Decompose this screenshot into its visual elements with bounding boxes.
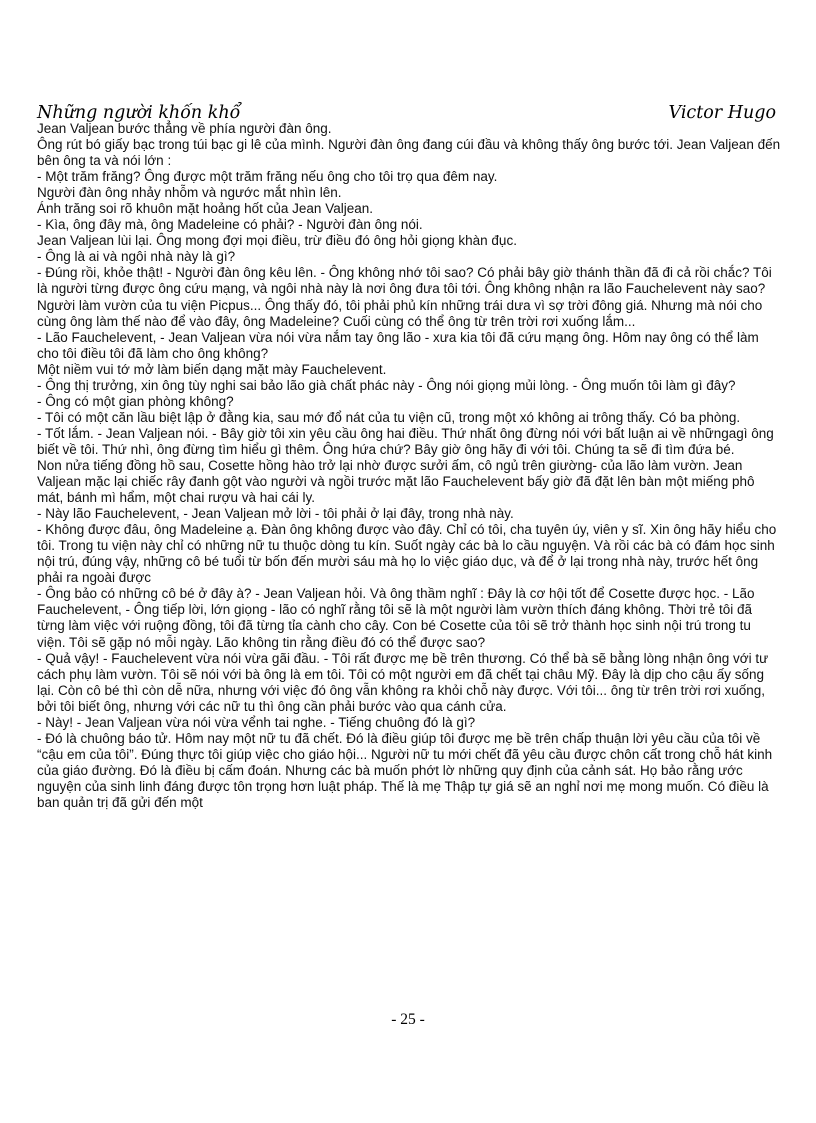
paragraph: Một niềm vui tớ mở làm biến dạng mặt mày Fauchelevent. — [37, 361, 387, 377]
paragraph: - Ông là ai và ngôi nhà này là gì? — [37, 249, 236, 265]
paragraph: - Không được đâu, ông Madeleine ạ. Đàn ông không được vào đây. Chỉ có tôi, cha tuyên úy, viên y sĩ. Xin ông hãy hiểu cho tôi. Trong tu viện này chỉ có những nữ tu thuộc dòng tu kín. Suốt ngày các bà lo cầu nguyện. Và rồi các bà có đám học sinh nội trú, đúng vậy, những cô bé tuổi từ bốn đến mười sáu mà họ lo việc giáo dục, và để ở lại trong nhà này, trước hết ông phải ra ngoài được — [37, 522, 777, 586]
paragraph: - Ông thị trưởng, xin ông tùy nghi sai bảo lão già chất phác này - Ông nói giọng mủi lòng. - Ông muốn tôi làm gì đây? — [37, 377, 736, 393]
paragraph: - Này! - Jean Valjean vừa nói vừa vểnh tai nghe. - Tiếng chuông đó là gì? — [37, 714, 476, 730]
book-title: Những người khốn khổ — [37, 103, 241, 123]
paragraph: - Tôi có một căn lầu biệt lập ở đằng kia, sau mớ đổ nát của tu viện cũ, trong một xó không ai trông thấy. Có ba phòng. — [37, 409, 741, 425]
paragraph: - Đúng rồi, khỏe thật! - Người đàn ông kêu lên. - Ông không nhớ tôi sao? Có phải bây giờ thánh thần đã đi cả rồi chắc? Tôi là người từng được ông cứu mạng, và ngôi nhà này là nơi ông đưa tôi tới. Ông không nhận ra lão Fauchelevent này sao? Người làm vườn của tu viện Picpus... Ông thấy đó, tôi phải phủ kín những trái dưa vì sợ trời đông giá. Nhưng mà nói cho cùng ông làm thế nào để vào đây, ông Madeleine? Cuối cùng có thể ông từ trên trời rơi xuống lắm... — [37, 265, 772, 329]
paragraph: - Quả vậy! - Fauchelevent vừa nói vừa gãi đầu. - Tôi rất được mẹ bề trên thương. Có thể bà sẽ bằng lòng nhận ông với tư cách phụ làm vườn. Tôi sẽ nói với bà ông là em tôi. Tôi có một người em đã chết tại châu Mỹ. Đây là dịp cho cậu ấy sống lại. Còn cô bé thì còn dễ nữa, nhưng với việc đó ông vẫn không ra khỏi chỗ này được. Với tôi... ông từ trên trời rơi xuống, bởi tôi biết ông, nhưng với các nữ tu thì ông cần phải bước vào qua cánh cửa. — [37, 650, 769, 714]
paragraph: Jean Valjean bước thẳng về phía người đàn ông. — [37, 121, 332, 136]
paragraph: - Ông có một gian phòng không? — [37, 393, 234, 409]
paragraph: Jean Valjean lùi lại. Ông mong đợi mọi điều, trừ điều đó ông hỏi giọng khàn đục. — [37, 233, 517, 249]
paragraph: - Ông bảo có những cô bé ở đây à? - Jean Valjean hỏi. Và ông thầm nghĩ : Đây là cơ hội tốt để Cosette được học. - Lão Fauchelevent, - Ông tiếp lời, lớn giọng - lão có nghĩ rằng tôi sẽ là một người làm vườn thích đáng không. Thời trẻ tôi đã từng làm việc với ruộng đồng, tôi đã từng tỉa cành cho cây. Con bé Cosette của tôi sẽ trở thành học sinh nội trú trong tu viện. Tôi sẽ gặp nó mỗi ngày. Lão không tin rằng điều đó có thể được sao? — [37, 586, 755, 650]
paragraph: - Một trăm frăng? Ông được một trăm frăng nếu ông cho tôi trọ qua đêm nay. — [37, 169, 498, 185]
paragraph: Ông rút bó giấy bạc trong túi bạc gi lê của mình. Người đàn ông đang cúi đầu và không thấy ông bước tới. Jean Valjean đến bên ông ta và nói lớn : — [37, 137, 781, 169]
paragraph: - Này lão Fauchelevent, - Jean Valjean mở lời - tôi phải ở lại đây, trong nhà này. — [37, 506, 514, 522]
author-name: Victor Hugo — [668, 103, 776, 123]
paragraph: - Lão Fauchelevent, - Jean Valjean vừa nói vừa nắm tay ông lão - xưa kia tôi đã cứu mạng ông. Hôm nay ông có thể làm cho tôi điều tôi đã làm cho ông không? — [37, 329, 759, 361]
paragraph: - Đó là chuông báo tử. Hôm nay một nữ tu đã chết. Đó là điều giúp tôi được mẹ bề trên chấp thuận lời yêu cầu của tôi về “cậu em của tôi”. Đúng thực tôi giúp việc cho giáo hội... Người nữ tu mới chết đã yêu cầu được chôn cất trong chỗ hát kinh của giáo đường. Đó là điều bị cấm đoán. Nhưng các bà muốn phớt lờ những quy định của cảnh sát. Họ bảo rằng ước nguyện của sinh linh đáng được tôn trọng hơn luật pháp. Thế là mẹ Thập tự giá sẽ an nghỉ nơi mẹ mong muốn. Có điều là ban quản trị đã gửi đến một — [37, 730, 773, 810]
paragraph: - Tốt lắm. - Jean Valjean nói. - Bây giờ tôi xin yêu cầu ông hai điều. Thứ nhất ông đừng nói với bất luận ai về nhữngagì ông biết về tôi. Thứ nhì, ông đừng tìm hiểu gì thêm. Ông hứa chứ? Bây giờ ông hãy đi với tôi. Chúng ta sẽ đi tìm đứa bé. — [37, 425, 774, 457]
body-text — [37, 121, 781, 811]
paragraph: Người đàn ông nhảy nhỗm và ngước mắt nhìn lên. — [37, 185, 342, 201]
page-number: - 25 - — [391, 1011, 425, 1028]
paragraph: - Kìa, ông đây mà, ông Madeleine có phải? - Người đàn ông nói. — [37, 217, 423, 233]
paragraph: Non nửa tiếng đồng hồ sau, Cosette hồng hào trở lại nhờ được sưởi ấm, cô ngủ trên giường- của lão làm vườn. Jean Valjean mặc lại chiếc rây đanh gột vào người và ngồi trước mặt lão Fauchelevent bấy giờ đã đặt lên bàn một miếng phô mát, bánh mì hẩm, một chai rượu và hai cái ly. — [37, 457, 755, 506]
paragraph: Ánh trăng soi rõ khuôn mặt hoảng hốt của Jean Valjean. — [37, 201, 373, 217]
